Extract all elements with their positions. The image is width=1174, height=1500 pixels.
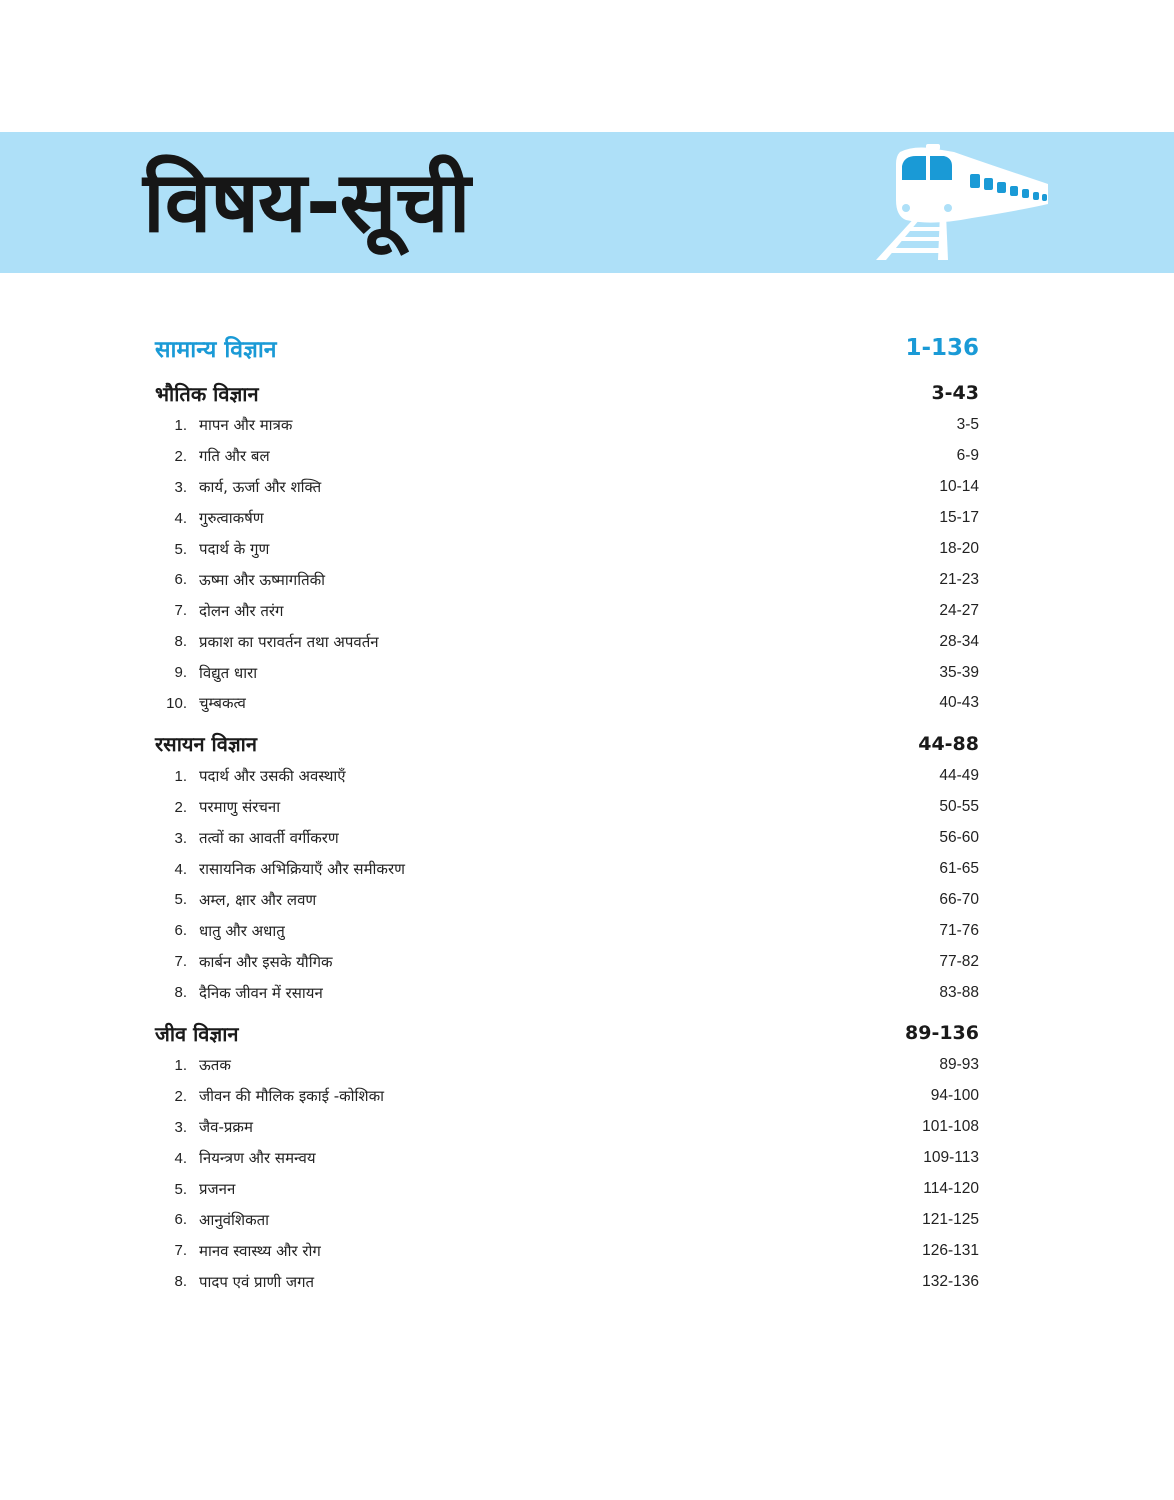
chapter-pages: 10-14 (939, 478, 979, 496)
chapter-row (155, 977, 979, 1008)
chapter-row (155, 688, 979, 719)
section-title: रसायन विज्ञान (155, 732, 257, 757)
chapter-row (155, 1266, 979, 1297)
chapter-number: 1. (174, 767, 187, 785)
chapter-pages: 21-23 (939, 570, 979, 588)
chapter-title: तत्वों का आवर्ती वर्गीकरण (199, 829, 339, 848)
chapter-number: 7. (174, 602, 187, 620)
chapter-number: 3. (174, 478, 187, 496)
chapter-row (155, 854, 979, 885)
chapter-number: 4. (174, 509, 187, 527)
chapter-pages: 28-34 (939, 632, 979, 650)
chapter-list (155, 1050, 979, 1297)
chapter-number: 1. (174, 1056, 187, 1074)
chapter-title: दैनिक जीवन में रसायन (199, 983, 323, 1002)
chapter-row (155, 1174, 979, 1205)
chapter-number: 6. (174, 1211, 187, 1229)
chapter-row (155, 534, 979, 565)
chapter-title: पदार्थ और उसकी अवस्थाएँ (199, 767, 346, 786)
chapter-row (155, 657, 979, 688)
chapter-pages: 24-27 (939, 601, 979, 619)
chapter-list (155, 761, 979, 1008)
chapter-number: 3. (174, 1118, 187, 1136)
chapter-pages: 61-65 (939, 860, 979, 878)
table-of-contents (155, 328, 979, 1301)
chapter-title: विद्युत धारा (199, 663, 258, 682)
chapter-number: 3. (174, 829, 187, 847)
chapter-title: आनुवंशिकता (199, 1210, 270, 1229)
chapter-row (155, 761, 979, 792)
chapter-number: 5. (174, 891, 187, 909)
chapter-row (155, 823, 979, 854)
chapter-row (155, 626, 979, 657)
chapter-title: रासायनिक अभिक्रियाएँ और समीकरण (199, 860, 405, 879)
chapter-number: 4. (174, 1149, 187, 1167)
part-heading (155, 328, 979, 368)
chapter-pages: 71-76 (939, 921, 979, 939)
chapter-pages: 77-82 (939, 952, 979, 970)
chapter-pages: 6-9 (956, 447, 979, 465)
section-pages: 44-88 (918, 732, 979, 755)
chapter-title: पदार्थ के गुण (199, 540, 270, 558)
chapter-title: चुम्बकत्व (199, 694, 246, 713)
chapter-row (155, 1050, 979, 1081)
chapter-title: जैव-प्रक्रम (199, 1118, 253, 1137)
chapter-title: पादप एवं प्राणी जगत (199, 1272, 315, 1291)
chapter-pages: 94-100 (930, 1087, 979, 1105)
chapter-row (155, 1081, 979, 1112)
chapter-row (155, 792, 979, 823)
chapter-number: 5. (174, 540, 187, 558)
chapter-number: 7. (174, 953, 187, 971)
chapter-pages: 50-55 (939, 798, 979, 816)
chapter-number: 2. (174, 1087, 187, 1105)
chapter-title: धातु और अधातु (199, 921, 285, 940)
chapter-pages: 89-93 (939, 1056, 979, 1074)
chapter-pages: 3-5 (956, 416, 979, 434)
chapter-number: 5. (174, 1180, 187, 1198)
chapter-number: 8. (174, 1273, 187, 1291)
chapter-row (155, 1112, 979, 1143)
chapter-pages: 132-136 (922, 1272, 979, 1290)
chapter-number: 7. (174, 1242, 187, 1260)
chapter-row (155, 595, 979, 626)
chapter-title: गुरुत्वाकर्षण (199, 509, 264, 528)
chapter-number: 2. (174, 798, 187, 816)
title-banner (0, 132, 1174, 273)
chapter-number: 1. (174, 416, 187, 434)
chapter-title: मापन और मात्रक (199, 416, 293, 435)
chapter-number: 4. (174, 860, 187, 878)
chapter-number: 10. (166, 694, 187, 712)
chapter-row (155, 915, 979, 946)
chapter-row (155, 410, 979, 441)
chapter-number: 8. (174, 633, 187, 651)
part-title: सामान्य विज्ञान (155, 337, 277, 363)
chapter-pages: 35-39 (939, 663, 979, 681)
chapter-pages: 18-20 (939, 540, 979, 557)
section-heading (155, 376, 979, 410)
chapter-pages: 109-113 (923, 1149, 979, 1167)
train-icon (872, 144, 1054, 266)
chapter-row (155, 1204, 979, 1235)
chapter-title: कार्य, ऊर्जा और शक्ति (199, 478, 322, 497)
chapter-row (155, 441, 979, 472)
chapter-row (155, 1235, 979, 1266)
chapter-title: जीवन की मौलिक इकाई -कोशिका (199, 1087, 385, 1106)
chapter-pages: 56-60 (939, 829, 979, 847)
section-pages: 3-43 (931, 382, 979, 404)
chapter-pages: 114-120 (923, 1180, 979, 1198)
chapter-row (155, 564, 979, 595)
chapter-pages: 126-131 (922, 1241, 979, 1259)
chapter-pages: 40-43 (939, 694, 979, 712)
part-pages: 1-136 (905, 335, 979, 361)
chapter-pages: 15-17 (939, 509, 979, 527)
chapter-pages: 44-49 (939, 767, 979, 785)
chapter-row (155, 1143, 979, 1174)
chapter-title: कार्बन और इसके यौगिक (199, 952, 333, 971)
chapter-title: नियन्त्रण और समन्वय (199, 1149, 316, 1168)
chapter-number: 6. (174, 922, 187, 940)
chapter-title: परमाणु संरचना (199, 798, 281, 817)
section-heading (155, 727, 979, 761)
section-title: जीव विज्ञान (155, 1021, 239, 1046)
chapter-pages: 121-125 (922, 1210, 979, 1228)
chapter-title: गति और बल (199, 447, 270, 466)
chapter-row (155, 884, 979, 915)
chapter-title: दोलन और तरंग (199, 601, 284, 620)
section-pages: 89-136 (905, 1022, 979, 1045)
section-heading (155, 1016, 979, 1050)
chapter-title: अम्ल, क्षार और लवण (199, 890, 317, 909)
page-title: विषय-सूची (143, 153, 470, 251)
chapter-title: प्रजनन (199, 1180, 236, 1199)
chapter-title: मानव स्वास्थ्य और रोग (199, 1241, 321, 1260)
chapter-number: 9. (174, 664, 187, 682)
chapter-list (155, 410, 979, 719)
chapter-number: 2. (174, 447, 187, 465)
chapter-title: प्रकाश का परावर्तन तथा अपवर्तन (199, 632, 379, 651)
chapter-row (155, 503, 979, 534)
chapter-pages: 101-108 (922, 1118, 979, 1136)
chapter-number: 8. (174, 984, 187, 1002)
chapter-pages: 66-70 (939, 890, 979, 908)
chapter-title: ऊष्मा और ऊष्मागतिकी (199, 570, 326, 589)
chapter-row (155, 472, 979, 503)
chapter-title: ऊतक (199, 1056, 231, 1075)
chapter-row (155, 946, 979, 977)
section-title: भौतिक विज्ञान (155, 381, 259, 406)
chapter-pages: 83-88 (939, 983, 979, 1001)
chapter-number: 6. (174, 571, 187, 589)
